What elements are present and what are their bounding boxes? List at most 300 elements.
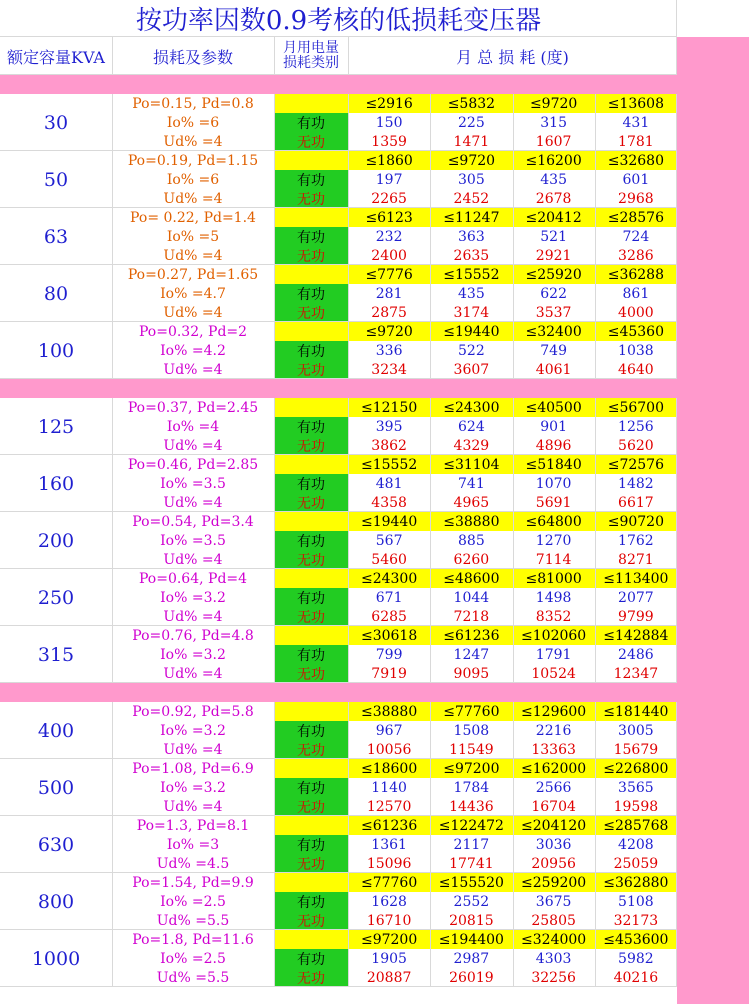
grid-line	[430, 626, 431, 683]
grid-line	[274, 151, 275, 208]
grid-line	[112, 702, 113, 759]
grid-line	[595, 759, 596, 816]
grid-line	[676, 398, 677, 455]
total-limit: ≤15552	[360, 456, 418, 473]
capacity-kva: 400	[37, 719, 75, 742]
grid-line	[348, 816, 349, 873]
reactive-loss: 7919	[371, 665, 407, 682]
grid-line	[348, 94, 349, 151]
param-io: Io% =3.5	[160, 475, 226, 492]
grid-line	[430, 569, 431, 626]
active-loss: 741	[458, 475, 485, 492]
grid-line	[676, 208, 677, 265]
grid-line	[112, 873, 113, 930]
reactive-loss: 16704	[531, 798, 576, 815]
reactive-loss: 6285	[371, 608, 407, 625]
active-loss: 5982	[618, 950, 654, 967]
active-loss: 601	[622, 171, 650, 188]
param-io: Io% =3.2	[160, 722, 226, 739]
grid-line	[274, 873, 275, 930]
active-loss: 3036	[535, 836, 572, 853]
capacity-kva: 160	[37, 472, 75, 495]
active-loss: 1140	[371, 779, 407, 796]
reactive-loss: 16710	[366, 912, 412, 929]
active-loss: 2117	[453, 836, 490, 853]
reactive-loss: 9799	[618, 608, 654, 625]
total-limit: ≤453600	[603, 931, 669, 948]
grid-line	[348, 930, 349, 987]
total-limit: ≤6123	[365, 209, 413, 226]
grid-line	[348, 512, 349, 569]
grid-line	[274, 37, 275, 75]
active-loss: 3675	[535, 893, 572, 910]
grid-line	[595, 873, 596, 930]
capacity-kva: 250	[37, 586, 75, 609]
active-loss: 1070	[535, 475, 572, 492]
reactive-loss: 20815	[449, 912, 494, 929]
group-separator	[0, 683, 677, 702]
param-po-pd: Po=0.54, Pd=3.4	[132, 513, 254, 530]
reactive-loss: 2678	[535, 190, 572, 207]
grid-line	[112, 816, 113, 873]
reactive-loss: 4640	[618, 361, 654, 378]
reactive-loss: 9095	[453, 665, 490, 682]
grid-line	[595, 512, 596, 569]
param-po-pd: Po=0.19, Pd=1.15	[127, 152, 259, 169]
capacity-kva: 800	[37, 890, 75, 913]
total-limit: ≤285768	[603, 817, 669, 834]
total-limit: ≤30618	[360, 627, 418, 644]
grid-line	[513, 569, 514, 626]
reactive-loss: 13363	[531, 741, 576, 758]
active-loss: 1628	[371, 893, 407, 910]
active-loss: 225	[458, 114, 485, 131]
grid-line	[274, 569, 275, 626]
grid-line	[430, 702, 431, 759]
total-limit: ≤9720	[447, 152, 496, 169]
loss-type-reactive: 无功	[274, 493, 348, 512]
grid-line	[274, 930, 275, 987]
active-loss: 481	[375, 475, 403, 492]
total-limit: ≤122472	[438, 817, 504, 834]
active-loss: 1038	[618, 342, 654, 359]
reactive-loss: 2635	[453, 247, 490, 264]
grid-line	[676, 626, 677, 683]
reactive-loss: 2921	[535, 247, 572, 264]
param-po-pd: Po= 0.22, Pd=1.4	[130, 209, 256, 226]
param-io: Io% =4.2	[160, 342, 226, 359]
total-limit: ≤204120	[521, 817, 587, 834]
total-limit: ≤81000	[525, 570, 582, 587]
active-loss: 1905	[371, 950, 407, 967]
grid-line	[348, 626, 349, 683]
grid-line	[112, 151, 113, 208]
grid-line	[348, 398, 349, 455]
active-loss: 431	[622, 114, 650, 131]
grid-line	[348, 455, 349, 512]
reactive-loss: 11549	[449, 741, 494, 758]
reactive-loss: 4965	[453, 494, 490, 511]
reactive-loss: 4000	[618, 304, 654, 321]
active-loss: 1784	[453, 779, 490, 796]
capacity-kva: 1000	[31, 947, 81, 970]
grid-line	[112, 37, 113, 75]
param-po-pd: Po=1.8, Pd=11.6	[132, 931, 254, 948]
param-po-pd: Po=1.3, Pd=8.1	[136, 817, 250, 834]
grid-line	[676, 322, 677, 379]
active-loss: 861	[622, 285, 650, 302]
grid-line	[676, 512, 677, 569]
loss-type-reactive: 无功	[274, 911, 348, 930]
total-limit: ≤61236	[360, 817, 418, 834]
grid-line	[595, 398, 596, 455]
total-limit: ≤102060	[521, 627, 587, 644]
loss-type-reactive: 无功	[274, 550, 348, 569]
grid-line	[348, 151, 349, 208]
param-ud: Ud% =4	[163, 304, 223, 321]
total-limit: ≤19440	[443, 323, 500, 340]
param-po-pd: Po=1.08, Pd=6.9	[132, 760, 254, 777]
reactive-loss: 2265	[371, 190, 407, 207]
param-ud: Ud% =5.5	[156, 969, 230, 986]
grid-line	[348, 208, 349, 265]
param-po-pd: Po=0.92, Pd=5.8	[132, 703, 254, 720]
active-loss: 799	[375, 646, 403, 663]
total-limit: ≤72576	[607, 456, 665, 473]
grid-line	[430, 265, 431, 322]
total-limit: ≤194400	[438, 931, 504, 948]
total-limit: ≤25920	[525, 266, 582, 283]
total-limit: ≤45360	[607, 323, 665, 340]
total-limit: ≤56700	[607, 399, 665, 416]
grid-line	[0, 986, 677, 987]
grid-line	[348, 37, 349, 75]
grid-line	[676, 151, 677, 208]
grid-line	[430, 759, 431, 816]
active-loss: 281	[375, 285, 403, 302]
grid-line	[513, 265, 514, 322]
header-loss-type-line2: 损耗类别	[283, 55, 339, 71]
total-limit: ≤77760	[360, 874, 418, 891]
total-limit: ≤162000	[521, 760, 587, 777]
grid-line	[430, 930, 431, 987]
grid-line	[112, 569, 113, 626]
param-ud: Ud% =4	[163, 494, 223, 511]
total-limit: ≤97200	[443, 760, 500, 777]
total-limit: ≤181440	[603, 703, 669, 720]
total-limit: ≤259200	[521, 874, 587, 891]
grid-line	[0, 36, 677, 37]
active-loss: 724	[622, 228, 650, 245]
active-loss: 4303	[535, 950, 572, 967]
grid-line	[430, 512, 431, 569]
reactive-loss: 3174	[453, 304, 490, 321]
param-ud: Ud% =4	[163, 741, 223, 758]
grid-line	[676, 569, 677, 626]
loss-type-reactive: 无功	[274, 189, 348, 208]
capacity-kva: 100	[37, 339, 75, 362]
param-ud: Ud% =4	[163, 608, 223, 625]
param-ud: Ud% =4	[163, 551, 223, 568]
active-loss: 197	[375, 171, 403, 188]
grid-line	[112, 322, 113, 379]
param-io: Io% =6	[166, 171, 220, 188]
total-limit: ≤15552	[443, 266, 500, 283]
active-loss: 4208	[618, 836, 654, 853]
active-loss: 2077	[618, 589, 654, 606]
grid-line	[676, 0, 677, 75]
param-po-pd: Po=1.54, Pd=9.9	[132, 874, 254, 891]
param-io: Io% =3.2	[160, 646, 226, 663]
active-loss: 2216	[535, 722, 572, 739]
reactive-loss: 10056	[366, 741, 412, 758]
grid-line	[430, 322, 431, 379]
loss-type-active: 有功	[274, 341, 348, 360]
total-limit: ≤129600	[521, 703, 587, 720]
reactive-loss: 3234	[371, 361, 407, 378]
grid-line	[595, 265, 596, 322]
grid-line	[595, 816, 596, 873]
grid-line	[430, 94, 431, 151]
total-limit: ≤64800	[525, 513, 582, 530]
grid-line	[274, 208, 275, 265]
header-capacity: 额定容量KVA	[7, 47, 105, 67]
grid-line	[513, 759, 514, 816]
grid-line	[513, 94, 514, 151]
active-loss: 1762	[618, 532, 654, 549]
total-limit: ≤113400	[603, 570, 669, 587]
loss-type-active: 有功	[274, 645, 348, 664]
total-limit: ≤9720	[365, 323, 413, 340]
reactive-loss: 12347	[613, 665, 659, 682]
loss-type-active: 有功	[274, 721, 348, 740]
total-limit: ≤32680	[607, 152, 665, 169]
total-limit: ≤31104	[443, 456, 500, 473]
total-limit: ≤19440	[360, 513, 418, 530]
loss-type-reactive: 无功	[274, 968, 348, 987]
loss-type-reactive: 无功	[274, 797, 348, 816]
grid-line	[274, 759, 275, 816]
reactive-loss: 2452	[453, 190, 490, 207]
grid-line	[348, 759, 349, 816]
header-monthly-loss: 月 总 损 耗 (度)	[456, 47, 569, 67]
grid-line	[348, 569, 349, 626]
param-ud: Ud% =5.5	[156, 912, 230, 929]
loss-type-reactive: 无功	[274, 246, 348, 265]
reactive-loss: 12570	[366, 798, 412, 815]
total-limit: ≤77760	[443, 703, 500, 720]
loss-type-active: 有功	[274, 170, 348, 189]
total-limit: ≤226800	[603, 760, 669, 777]
loss-type-active: 有功	[274, 892, 348, 911]
grid-line	[274, 816, 275, 873]
grid-line	[513, 322, 514, 379]
reactive-loss: 15096	[366, 855, 412, 872]
loss-type-active: 有功	[274, 284, 348, 303]
grid-line	[430, 208, 431, 265]
active-loss: 2566	[535, 779, 572, 796]
loss-type-active: 有功	[274, 113, 348, 132]
grid-line	[676, 94, 677, 151]
reactive-loss: 32173	[613, 912, 659, 929]
grid-line	[595, 322, 596, 379]
active-loss: 395	[375, 418, 403, 435]
grid-line	[513, 151, 514, 208]
capacity-kva: 500	[37, 776, 75, 799]
total-limit: ≤155520	[438, 874, 504, 891]
grid-line	[595, 208, 596, 265]
grid-line	[112, 930, 113, 987]
param-io: Io% =4	[166, 418, 220, 435]
loss-type-active: 有功	[274, 949, 348, 968]
active-loss: 3005	[618, 722, 654, 739]
total-limit: ≤362880	[603, 874, 669, 891]
reactive-loss: 25805	[531, 912, 576, 929]
total-limit: ≤20412	[525, 209, 582, 226]
total-limit: ≤28576	[607, 209, 665, 226]
total-limit: ≤324000	[521, 931, 587, 948]
active-loss: 567	[375, 532, 403, 549]
param-po-pd: Po=0.32, Pd=2	[138, 323, 248, 340]
grid-line	[0, 74, 677, 75]
loss-type-reactive: 无功	[274, 664, 348, 683]
active-loss: 1256	[618, 418, 654, 435]
param-io: Io% =2.5	[160, 893, 226, 910]
param-po-pd: Po=0.37, Pd=2.45	[127, 399, 259, 416]
active-loss: 336	[375, 342, 403, 359]
group-separator	[0, 379, 677, 398]
total-limit: ≤16200	[525, 152, 582, 169]
grid-line	[274, 626, 275, 683]
param-io: Io% =3.5	[160, 532, 226, 549]
param-ud: Ud% =4.5	[156, 855, 230, 872]
grid-line	[513, 512, 514, 569]
total-limit: ≤40500	[525, 399, 582, 416]
grid-line	[348, 702, 349, 759]
reactive-loss: 14436	[449, 798, 494, 815]
active-loss: 2552	[453, 893, 490, 910]
group-separator	[0, 75, 677, 94]
grid-line	[430, 151, 431, 208]
reactive-loss: 32256	[531, 969, 576, 986]
grid-line	[513, 702, 514, 759]
capacity-kva: 30	[43, 111, 69, 134]
total-limit: ≤38880	[443, 513, 500, 530]
active-loss: 232	[375, 228, 403, 245]
reactive-loss: 2400	[371, 247, 407, 264]
param-po-pd: Po=0.46, Pd=2.85	[127, 456, 259, 473]
loss-type-reactive: 无功	[274, 740, 348, 759]
grid-line	[274, 398, 275, 455]
loss-type-reactive: 无功	[274, 132, 348, 151]
grid-line	[595, 626, 596, 683]
grid-line	[274, 322, 275, 379]
param-ud: Ud% =4	[163, 665, 223, 682]
reactive-loss: 7218	[453, 608, 490, 625]
grid-line	[274, 265, 275, 322]
loss-type-active: 有功	[274, 474, 348, 493]
grid-line	[676, 455, 677, 512]
reactive-loss: 1359	[371, 133, 407, 150]
active-loss: 150	[375, 114, 403, 131]
reactive-loss: 1471	[453, 133, 490, 150]
grid-line	[430, 455, 431, 512]
grid-line	[112, 208, 113, 265]
total-limit: ≤5832	[447, 95, 496, 112]
grid-line	[676, 759, 677, 816]
grid-line	[112, 265, 113, 322]
grid-line	[430, 873, 431, 930]
param-ud: Ud% =4	[163, 437, 223, 454]
grid-line	[348, 873, 349, 930]
param-io: Io% =6	[166, 114, 220, 131]
capacity-kva: 80	[43, 282, 69, 305]
total-limit: ≤12150	[360, 399, 418, 416]
param-po-pd: Po=0.76, Pd=4.8	[132, 627, 254, 644]
header-loss-type-line1: 月用电量	[283, 40, 339, 56]
total-limit: ≤11247	[443, 209, 500, 226]
total-limit: ≤7776	[365, 266, 413, 283]
active-loss: 1498	[535, 589, 572, 606]
sheet-title: 按功率因数0.9考核的低损耗变压器	[135, 6, 542, 36]
param-io: Io% =4.7	[160, 285, 226, 302]
capacity-kva: 630	[37, 833, 75, 856]
loss-type-active: 有功	[274, 227, 348, 246]
active-loss: 1044	[453, 589, 490, 606]
reactive-loss: 3286	[618, 247, 654, 264]
grid-line	[595, 455, 596, 512]
reactive-loss: 1607	[535, 133, 572, 150]
reactive-loss: 19598	[613, 798, 659, 815]
param-io: Io% =3.2	[160, 589, 226, 606]
active-loss: 1791	[535, 646, 572, 663]
reactive-loss: 1781	[618, 133, 654, 150]
grid-line	[348, 265, 349, 322]
active-loss: 522	[458, 342, 485, 359]
grid-line	[112, 398, 113, 455]
grid-line	[430, 398, 431, 455]
active-loss: 315	[540, 114, 567, 131]
active-loss: 521	[540, 228, 567, 245]
grid-line	[112, 94, 113, 151]
reactive-loss: 4358	[371, 494, 407, 511]
active-loss: 2987	[453, 950, 490, 967]
loss-type-active: 有功	[274, 835, 348, 854]
param-io: Io% =5	[166, 228, 220, 245]
reactive-loss: 17741	[449, 855, 494, 872]
active-loss: 749	[540, 342, 567, 359]
grid-line	[595, 569, 596, 626]
active-loss: 1247	[453, 646, 490, 663]
reactive-loss: 5691	[535, 494, 572, 511]
total-limit: ≤61236	[443, 627, 500, 644]
total-limit: ≤18600	[360, 760, 418, 777]
total-limit: ≤48600	[443, 570, 500, 587]
active-loss: 435	[458, 285, 485, 302]
reactive-loss: 6617	[618, 494, 654, 511]
reactive-loss: 20956	[531, 855, 576, 872]
active-loss: 3565	[618, 779, 654, 796]
grid-line	[513, 398, 514, 455]
active-loss: 901	[540, 418, 567, 435]
loss-type-active: 有功	[274, 417, 348, 436]
capacity-kva: 50	[43, 168, 69, 191]
param-po-pd: Po=0.27, Pd=1.65	[127, 266, 259, 283]
active-loss: 5108	[618, 893, 654, 910]
param-po-pd: Po=0.15, Pd=0.8	[132, 95, 254, 112]
active-loss: 967	[375, 722, 403, 739]
loss-type-reactive: 无功	[274, 360, 348, 379]
